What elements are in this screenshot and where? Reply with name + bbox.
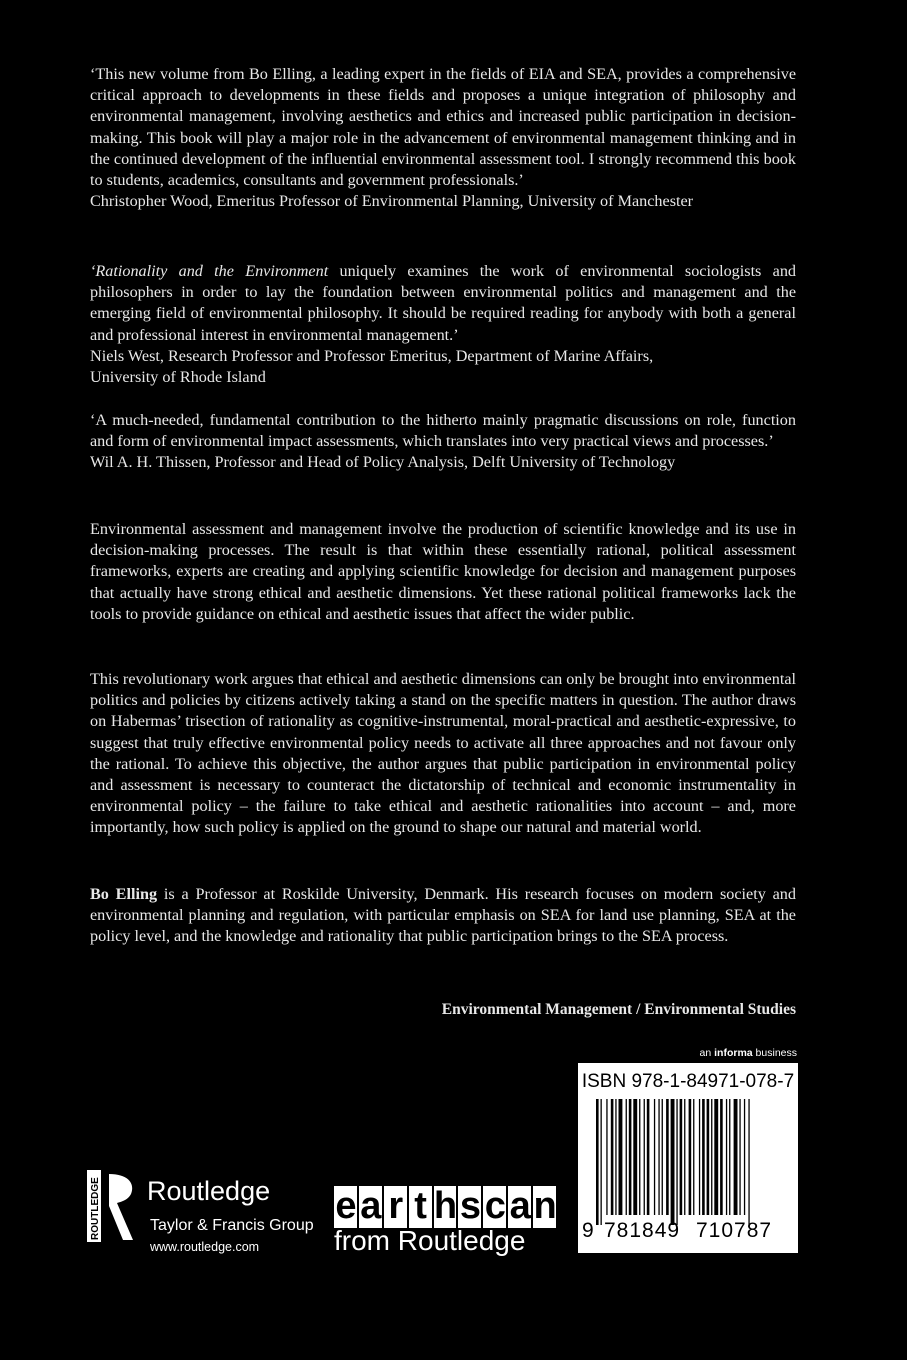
- barcode-bar: [654, 1099, 655, 1215]
- isbn-label: ISBN 978-1-84971-078-7: [581, 1071, 795, 1092]
- endorsement-1: [90, 64, 796, 212]
- barcode-bar: [606, 1099, 607, 1215]
- endorsement-attribution: Christopher Wood, Emeritus Professor of Environmental Planning, University of Manchester: [90, 192, 694, 211]
- barcode-bar: [633, 1099, 637, 1215]
- author-name: Bo Elling: [90, 885, 158, 903]
- barcode-bar: [689, 1099, 692, 1215]
- barcode-bar: [644, 1099, 645, 1215]
- book-title: ‘Rationality and the Environment: [90, 262, 329, 280]
- endorsement-quote: ‘This new volume from Bo Elling, a leading expert in the fields of EIA and SEA, provides a comprehensive critical approach to developments in these fields and proposes a unique integration of philosophy and environmental management, involving aesthetics and ethics and increased public participation in decision-making. This book will play a major role in the advancement of environmental management thinking and in the continued development of the influential environmental assessment tool. I strongly recommend this book to students, academics, consultants and government professionals.’: [90, 65, 796, 190]
- barcode-bar: [676, 1099, 677, 1225]
- endorsement-quote: ‘A much-needed, fundamental contribution to the hitherto mainly pragmatic discussions on role, function and form of environmental impact assessments, which translates into very practical views and processes.’: [90, 411, 796, 451]
- barcode-bar: [711, 1099, 712, 1215]
- subject-category: Environmental Management / Environmental Studies: [441, 1001, 796, 1018]
- endorsement-3: [90, 410, 796, 474]
- barcode-bar: [626, 1099, 627, 1215]
- barcode-bar: [615, 1099, 616, 1215]
- description-paragraph-1: Environmental assessment and management involve the production of scientific knowledge and its use in decision-making processes. The result is that within these essentially rational, political assessment frameworks, experts are creating and applying scientific knowledge for decision and management purposes that actually have strong ethical and aesthetic dimensions. Yet these rational political frameworks lack the tools to provide guidance on ethical and aesthetic issues that affect the wider public.: [90, 520, 796, 623]
- barcode-bar: [662, 1099, 663, 1215]
- barcode-bar: [671, 1099, 675, 1225]
- endorsement-2: [90, 261, 796, 388]
- barcode-bar: [699, 1099, 700, 1215]
- publisher-url: www.routledge.com: [150, 1240, 260, 1254]
- imprint-from: from Routledge: [334, 1225, 526, 1256]
- author-bio: Bo Elling is a Professor at Roskilde University, Denmark. His research focuses on modern society and environmental planning and regulation, with particular emphasis on SEA for land use planning, SEA at the policy level, and the knowledge and rationality that public participation brings to the SEA process.: [90, 885, 796, 946]
- barcode-bar: [739, 1099, 740, 1215]
- barcode-bar: [596, 1099, 599, 1225]
- barcode-bar: [720, 1099, 723, 1215]
- isbn-barcode: ISBN 978-1-84971-078-7 9 781849 710787: [578, 1063, 798, 1253]
- barcode-bar: [680, 1099, 683, 1215]
- barcode-bar: [744, 1099, 745, 1215]
- endorsement-attribution: Niels West, Research Professor and Professor Emeritus, Department of Marine Affairs,: [90, 346, 654, 365]
- barcode-bar: [707, 1099, 710, 1215]
- barcode-bar: [629, 1099, 632, 1215]
- barcode-bar: [639, 1099, 640, 1215]
- barcode-bar: [726, 1099, 727, 1215]
- barcode-bar: [702, 1099, 705, 1215]
- barcode-bar: [619, 1099, 623, 1215]
- barcode-bar: [611, 1099, 614, 1215]
- barcode-bar: [734, 1099, 738, 1215]
- barcode-bar: [601, 1099, 602, 1225]
- routledge-vertical-text: ROUTLEDGE: [90, 1177, 101, 1240]
- barcode-bar: [714, 1099, 718, 1215]
- barcode-bar: [684, 1099, 685, 1215]
- earthscan-logo: e a r t h s c a n: [335, 1185, 556, 1227]
- informa-tagline: an informa business: [699, 1047, 797, 1059]
- publisher-name: Routledge: [147, 1176, 271, 1206]
- barcode-bar: [748, 1099, 749, 1225]
- routledge-logo-icon: [87, 1170, 143, 1242]
- barcode-bar: [647, 1099, 650, 1215]
- endorsement-attribution: Wil A. H. Thissen, Professor and Head of Policy Analysis, Delft University of Technology: [90, 453, 676, 472]
- endorsement-quote: ‘Rationality and the Environment uniquely examines the work of environmental sociologists and philosophers in order to lay the foundation between environmental politics and management and the emerging field of environmental philosophy. It should be required reading for anybody with both a general and professional interest in environmental management.’: [90, 262, 797, 344]
- barcode-bar: [666, 1099, 669, 1215]
- barcode-bars: [596, 1099, 782, 1225]
- publisher-group: Taylor & Francis Group: [150, 1217, 314, 1234]
- description-paragraph-2: This revolutionary work argues that ethical and aesthetic dimensions can only be brought into environmental politics and policies by citizens actively taking a stand on the specific matters in question. The author draws on Habermas’ trisection of rationality as cognitive-instrumental, moral-practical and aesthetic-expressive, to suggest that truly effective environmental policy needs to activate all three approaches and not favour only the rational. To achieve this objective, the author argues that public participation in environmental policy and assessment is necessary to counteract the dictatorship of technical and economic instrumentality in environmental policy – the failure to take ethical and aesthetic rationalities into account – and, more importantly, how such policy is applied on the ground to shape our natural and material world.: [90, 670, 796, 837]
- barcode-bar: [693, 1099, 694, 1215]
- barcode-bar: [729, 1099, 730, 1215]
- barcode-bar: [658, 1099, 659, 1215]
- endorsement-attribution-line2: University of Rhode Island: [90, 368, 266, 387]
